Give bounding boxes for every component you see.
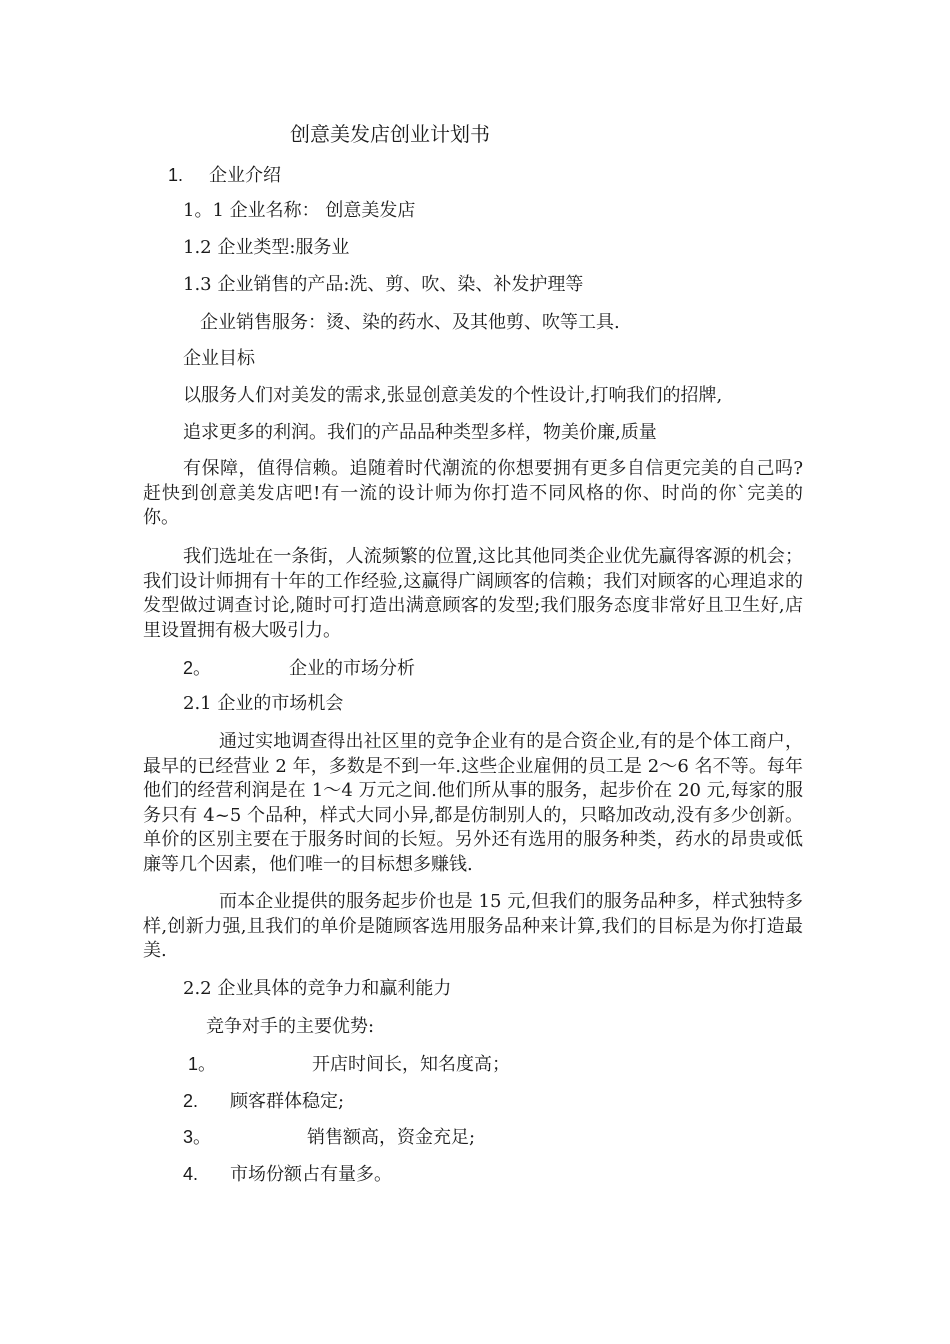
item-1-2: 1.2 企业类型:服务业: [183, 237, 350, 258]
advantage-text: 顾客群体稳定;: [230, 1091, 345, 1112]
advantage-item: [183, 1125, 475, 1150]
advantages-heading: 竞争对手的主要优势:: [206, 1016, 375, 1037]
advantage-number: 4.: [183, 1164, 199, 1184]
document-title: 创意美发店创业计划书: [290, 122, 490, 146]
section-1-number: 1.: [168, 165, 184, 185]
advantage-number: 1。: [188, 1054, 217, 1074]
advantage-item: [188, 1052, 510, 1077]
goal-line-1: 以服务人们对美发的需求,张显创意美发的个性设计,打响我们的招牌,: [183, 385, 723, 406]
advantage-item: [183, 1162, 392, 1187]
section-2-number: 2。: [183, 658, 212, 678]
advantage-item: [183, 1089, 344, 1114]
section-2-title: 企业的市场分析: [289, 658, 416, 679]
item-1-1: 1。1 企业名称： 创意美发店: [183, 200, 416, 221]
advantage-number: 3。: [183, 1127, 212, 1147]
location-paragraph: 我们选址在一条街，人流频繁的位置,这比其他同类企业优先赢得客源的机会；我们设计师拥有十年的工作经验,这赢得广阔顾客的信赖；我们对顾客的心理追求的发型做过调查讨论,随时可打造出满意顾客的发型;我们服务态度非常好且卫生好,店里设置拥有极大吸引力。: [143, 546, 803, 641]
subsection-2-2: 2.2 企业具体的竞争力和赢利能力: [183, 978, 452, 999]
goal-line-2: 追求更多的利润。我们的产品品种类型多样，物美价廉,质量: [183, 422, 657, 443]
market-paragraph-2: 而本企业提供的服务起步价也是 15 元,但我们的服务品种多，样式独特多样,创新力强,且我们的单价是随顾客选用服务品种来计算,我们的目标是为你打造最美.: [143, 891, 803, 961]
services-line: 企业销售服务：烫、染的药水、及其他剪、吹等工具.: [200, 312, 620, 333]
goal-paragraph: 有保障，值得信赖。追随着时代潮流的你想要拥有更多自信更完美的自己吗?赶快到创意美发店吧!有一流的设计师为你打造不同风格的你、时尚的你`完美的你。: [143, 458, 803, 528]
section-2-heading: [183, 656, 415, 681]
advantage-text: 市场份额占有量多。: [230, 1164, 393, 1185]
advantage-text: 销售额高，资金充足;: [307, 1127, 476, 1148]
subsection-2-1: 2.1 企业的市场机会: [183, 693, 344, 714]
advantage-text: 开店时间长，知名度高；: [312, 1054, 511, 1075]
item-1-3: 1.3 企业销售的产品:洗、剪、吹、染、补发护理等: [183, 274, 584, 295]
market-paragraph-1: 通过实地调查得出社区里的竞争企业有的是合资企业,有的是个体工商户，最早的已经营业 2 年，多数是不到一年.这些企业雇佣的员工是 2～6 名不等。每年他们的经营利润是在 1～4 万元之间.他们所从事的服务，起步价在 20 元,每家的服务只有 4~5 个品种，样式大同小异,都是仿制别人的，只略加改动,没有多少创新。单价的区别主要在于服务时间的长短。另外还有选用的服务种类，药水的昂贵或低廉等几个因素，他们唯一的目标想多赚钱.: [143, 731, 803, 875]
advantage-number: 2.: [183, 1091, 199, 1111]
goal-heading: 企业目标: [183, 348, 255, 369]
section-1-heading: [168, 163, 281, 188]
section-1-title: 企业介绍: [209, 165, 282, 186]
